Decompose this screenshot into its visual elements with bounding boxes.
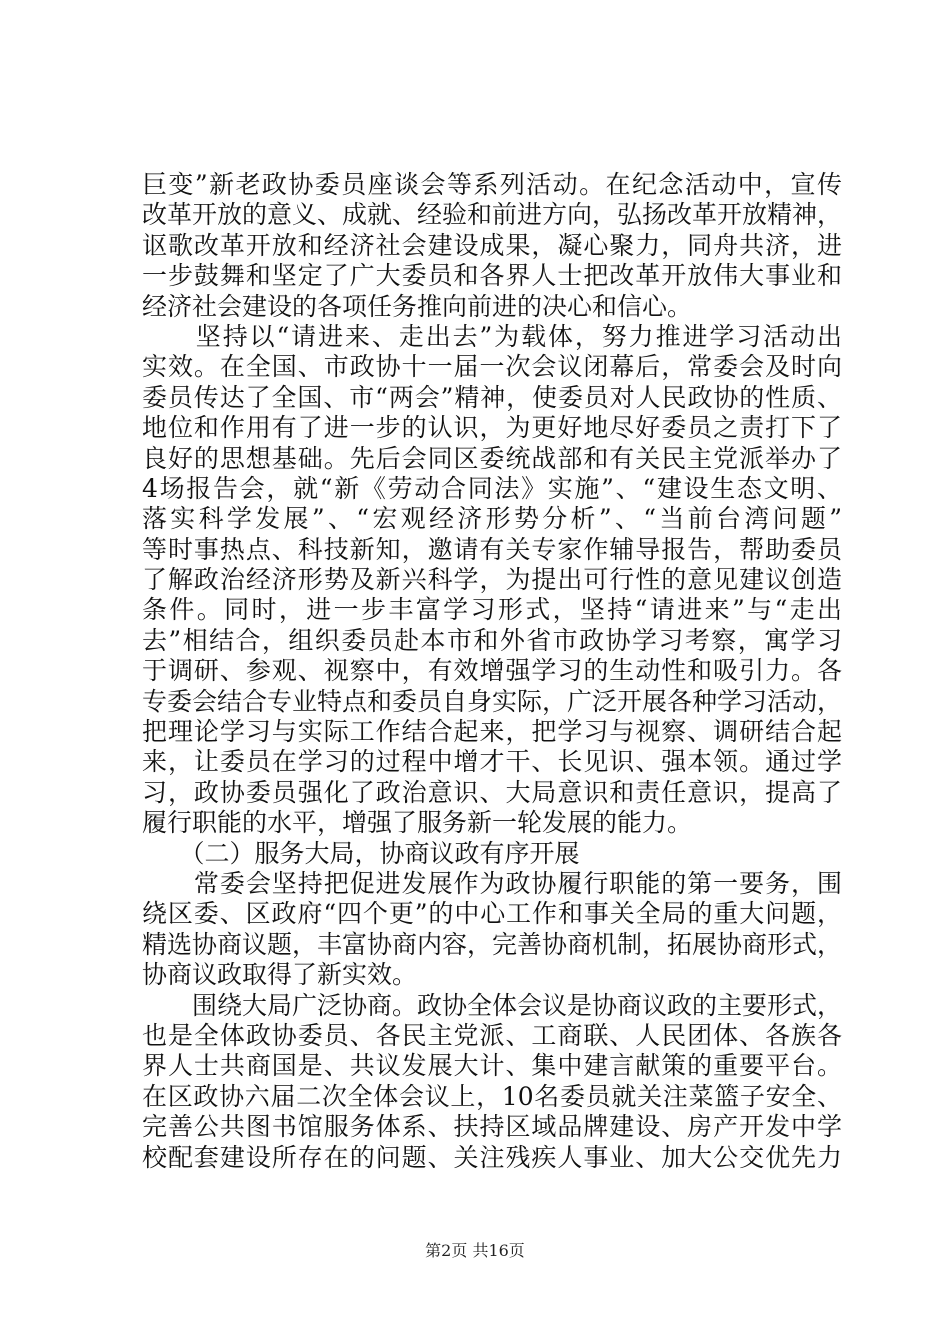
text-line: 把理论学习与实际工作结合起来，把学习与视察、调研结合起 [142, 717, 842, 747]
text-line: 地位和作用有了进一步的认识，为更好地尽好委员之责打下了 [142, 413, 842, 443]
text-line: 等时事热点、科技新知，邀请有关专家作辅导报告，帮助委员 [142, 534, 842, 564]
text-line: 一步鼓舞和坚定了广大委员和各界人士把改革开放伟大事业和 [142, 261, 842, 291]
text-line: 习，政协委员强化了政治意识、大局意识和责任意识，提高了 [142, 777, 842, 807]
text-line: 协商议政取得了新实效。 [142, 960, 418, 990]
text-line: 良好的思想基础。先后会同区委统战部和有关民主党派举办了 [142, 443, 842, 473]
body-text [142, 170, 842, 1173]
text-line: 落实科学发展”、“宏观经济形势分析”、“当前台湾问题” [142, 504, 842, 534]
text-line: 校配套建设所存在的问题、关注残疾人事业、加大公交优先力 [142, 1142, 842, 1172]
text-line: 巨变”新老政协委员座谈会等系列活动。在纪念活动中，宣传 [142, 170, 842, 199]
text-line: 于调研、参观、视察中，有效增强学习的生动性和吸引力。各 [142, 656, 842, 686]
text-line: 围绕大局广泛协商。政协全体会议是协商议政的主要形式， [142, 990, 843, 1020]
text-line: 常委会坚持把促进发展作为政协履行职能的第一要务，围 [142, 868, 842, 898]
text-line: （二）服务大局，协商议政有序开展 [142, 838, 580, 868]
text-line: 专委会结合专业特点和委员自身实际，广泛开展各种学习活动， [142, 686, 843, 716]
text-line: 条件。同时，进一步丰富学习形式，坚持“请进来”与“走出 [142, 595, 842, 625]
text-line: 在区政协六届二次全体会议上，10名委员就关注菜篮子安全、 [142, 1081, 842, 1111]
text-line: 委员传达了全国、市“两会”精神，使委员对人民政协的性质、 [142, 382, 842, 412]
text-line: 改革开放的意义、成就、经验和前进方向，弘扬改革开放精神， [142, 200, 843, 230]
text-line: 4场报告会，就“新《劳动合同法》实施”、“建设生态文明、 [142, 473, 842, 503]
text-line: 绕区委、区政府“四个更”的中心工作和事关全局的重大问题， [142, 899, 842, 929]
page-number-footer: 第2页 共16页 [425, 1241, 525, 1260]
text-line: 完善公共图书馆服务体系、扶持区域品牌建设、房产开发中学 [142, 1112, 842, 1142]
text-line: 实效。在全国、市政协十一届一次会议闭幕后，常委会及时向 [142, 352, 842, 382]
text-line: 了解政治经济形势及新兴科学，为提出可行性的意见建议创造 [142, 565, 842, 595]
text-line: 讴歌改革开放和经济社会建设成果，凝心聚力，同舟共济，进 [142, 230, 842, 260]
text-line: 精选协商议题，丰富协商内容，完善协商机制，拓展协商形式， [142, 929, 843, 959]
text-line: 经济社会建设的各项任务推向前进的决心和信心。 [142, 291, 693, 321]
text-line: 坚持以“请进来、走出去”为载体，努力推进学习活动出 [142, 321, 842, 351]
text-line: 界人士共商国是、共议发展大计、集中建言献策的重要平台。 [142, 1051, 842, 1081]
text-line: 也是全体政协委员、各民主党派、工商联、人民团体、各族各 [142, 1020, 842, 1050]
text-line: 来，让委员在学习的过程中增才干、长见识、强本领。通过学 [142, 747, 842, 777]
text-line: 去”相结合，组织委员赴本市和外省市政协学习考察，寓学习 [142, 625, 842, 655]
text-line: 履行职能的水平，增强了服务新一轮发展的能力。 [142, 808, 693, 838]
